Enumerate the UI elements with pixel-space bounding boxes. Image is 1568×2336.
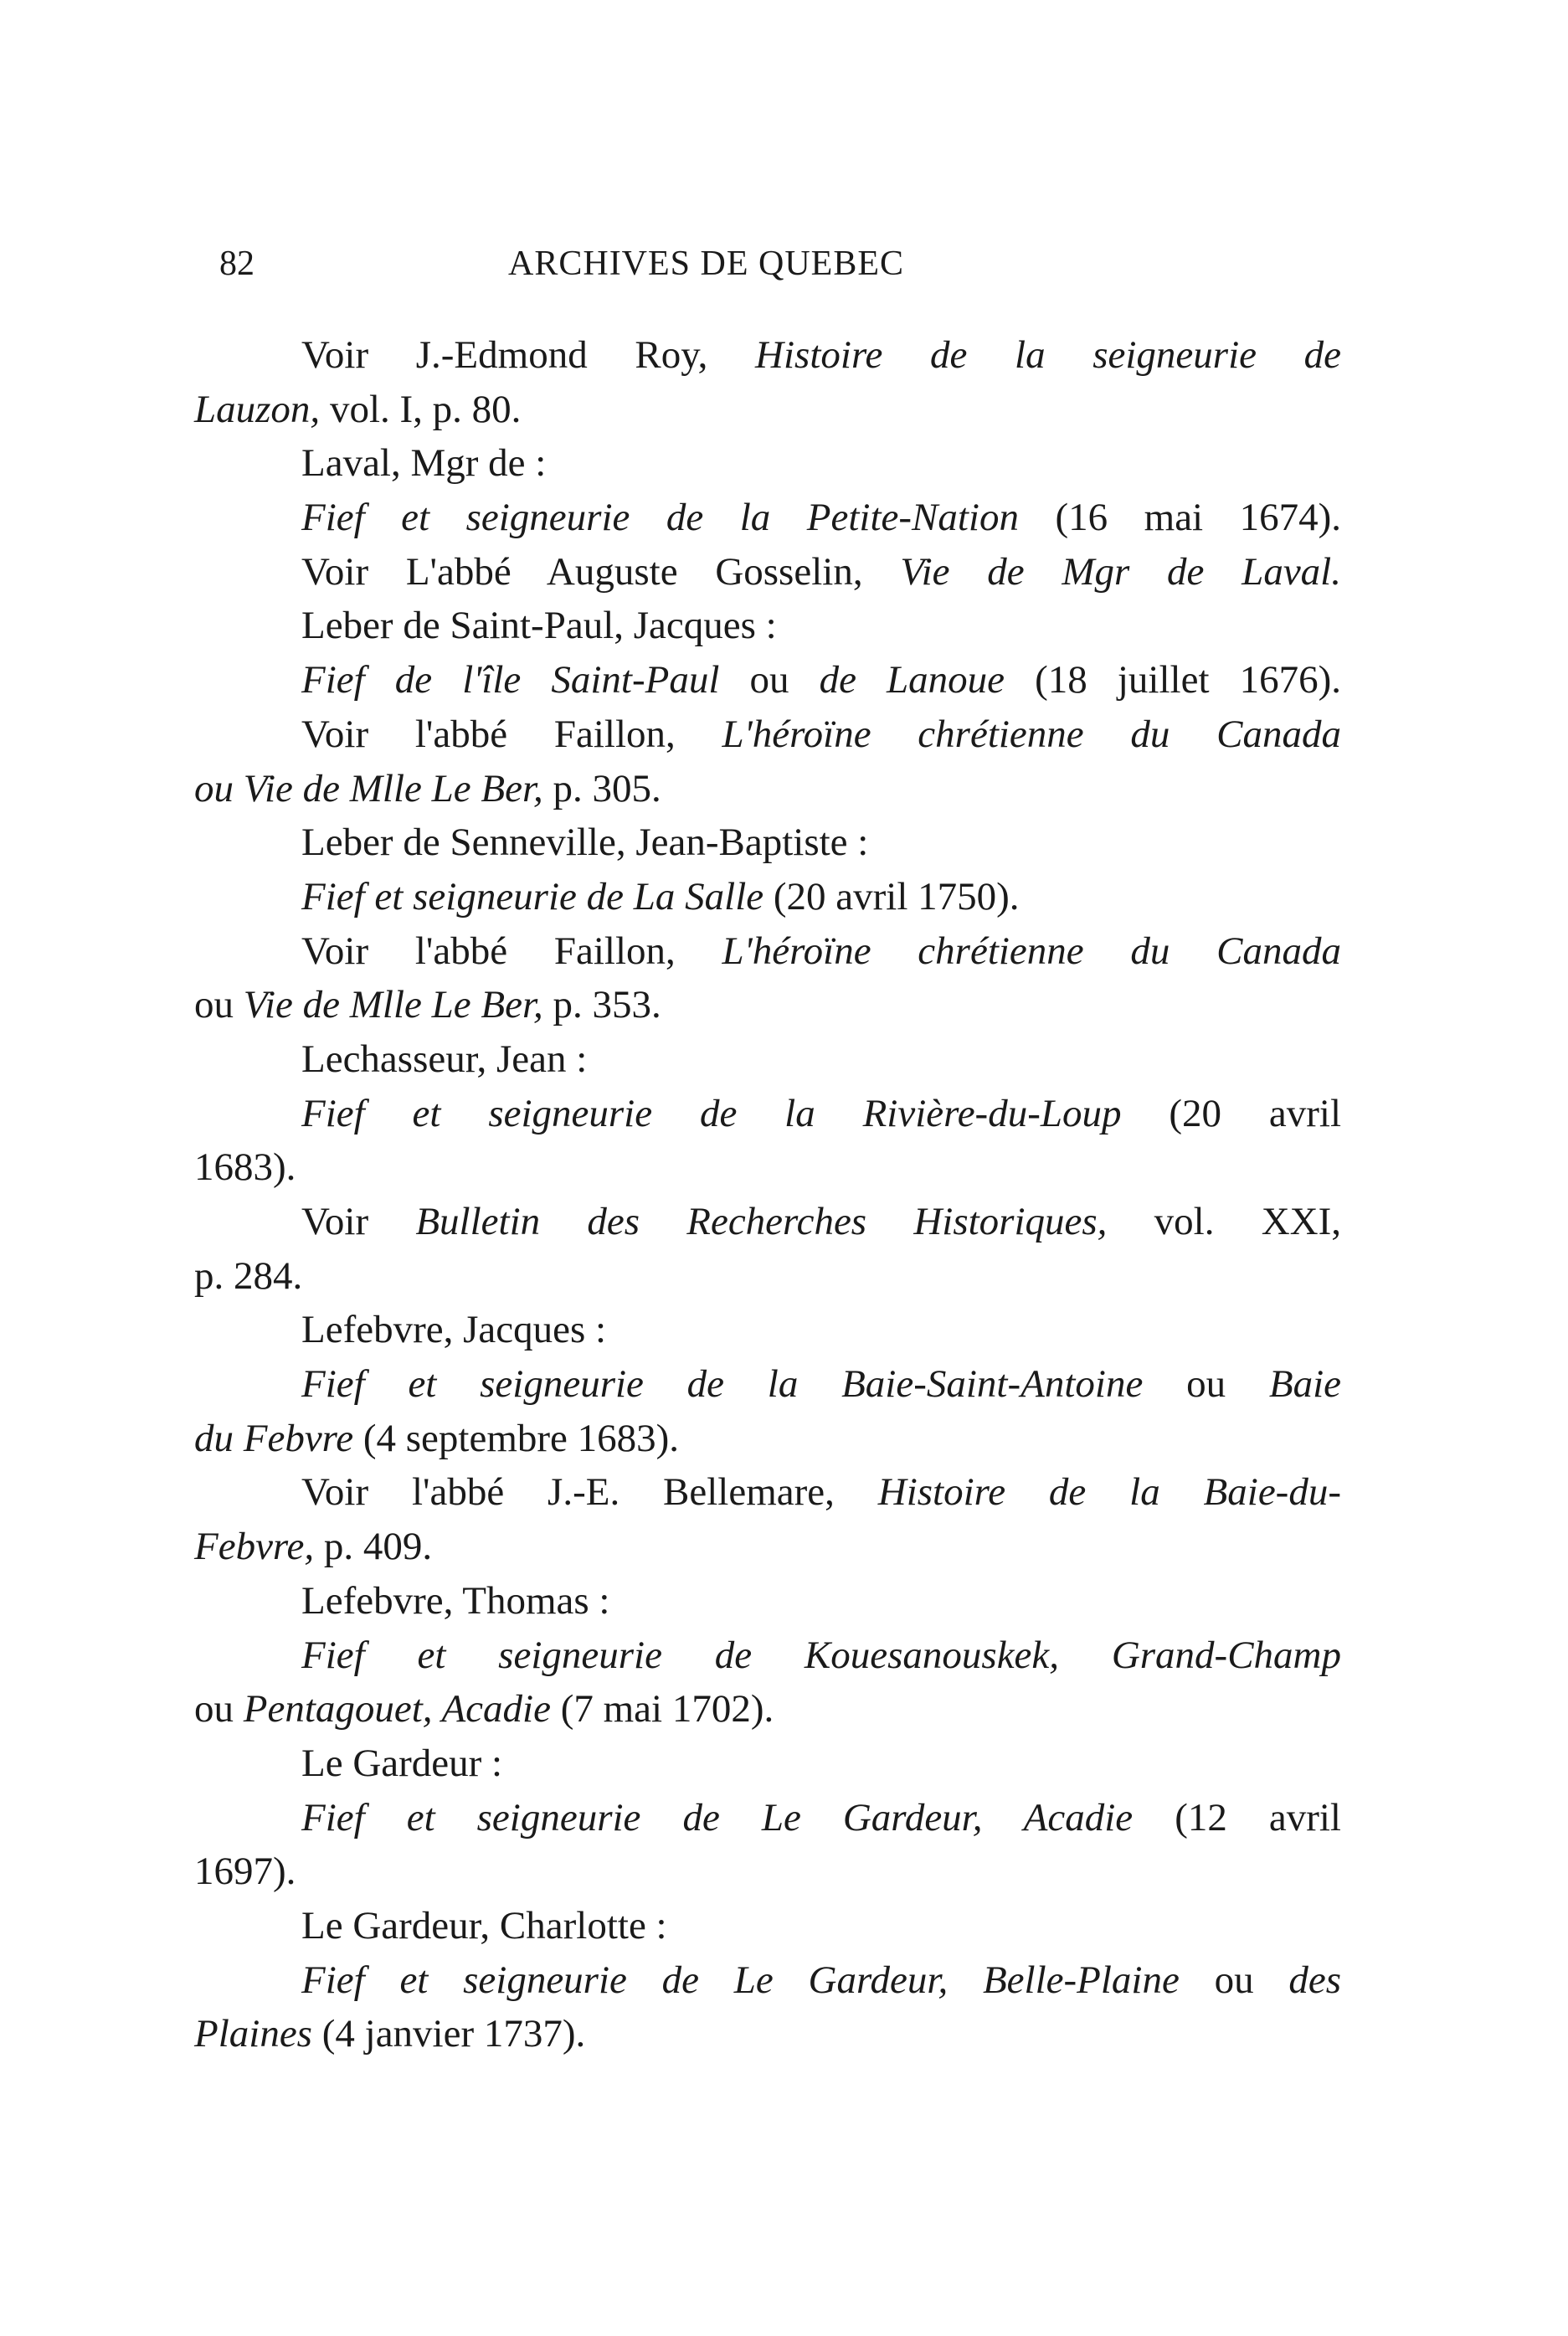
text-run: p. 353. xyxy=(542,983,661,1027)
italic-text: Vie de Mgr de Laval. xyxy=(900,549,1341,594)
text-run: Voir l'abbé J.-E. Bellemare, xyxy=(301,1470,878,1515)
italic-text: des xyxy=(1288,1958,1342,2002)
text-line xyxy=(194,978,1341,1032)
text-line xyxy=(194,1303,1341,1357)
text-run: Voir l'abbé Faillon, xyxy=(301,712,722,756)
italic-text: Histoire de la Baie-du- xyxy=(877,1470,1341,1515)
italic-text: ou Vie de Mlle Le Ber, xyxy=(194,766,543,810)
text-line xyxy=(194,1791,1341,1845)
text-line xyxy=(194,1087,1341,1141)
italic-text: Fief et seigneurie de Le Gardeur, Belle-Plaine xyxy=(301,1958,1180,2002)
italic-text: Plaines xyxy=(194,2012,312,2056)
italic-text: L'héroïne chrétienne du Canada xyxy=(722,929,1342,973)
text-line xyxy=(194,1249,1341,1304)
text-line xyxy=(194,653,1341,707)
text-run: p. 305. xyxy=(542,766,661,810)
text-line xyxy=(194,1412,1341,1466)
text-run: Voir xyxy=(301,1200,416,1243)
italic-text: Fief de l'île Saint-Paul xyxy=(301,658,720,702)
italic-text: Histoire de la seigneurie de xyxy=(755,333,1342,377)
text-run: Voir L'abbé Auguste Gosselin, xyxy=(301,549,901,594)
text-line xyxy=(194,1195,1341,1249)
italic-text: Bulletin des Recherches Historiques, xyxy=(415,1200,1108,1243)
italic-text: Fief et seigneurie de la Baie-Saint-Antoine xyxy=(301,1362,1144,1407)
text-run: Lefebvre, Jacques : xyxy=(301,1308,607,1352)
text-run: Le Gardeur : xyxy=(301,1741,503,1785)
text-run: (4 janvier 1737). xyxy=(311,2012,586,2056)
text-run: (20 avril 1750). xyxy=(763,874,1020,918)
text-line xyxy=(194,1520,1341,1574)
text-run: Lechasseur, Jean : xyxy=(301,1037,588,1081)
text-run: (4 septembre 1683). xyxy=(353,1416,680,1460)
text-line xyxy=(194,1953,1341,2008)
italic-text: Fief et seigneurie de Kouesanouskek, Grand-Champ xyxy=(301,1633,1341,1677)
text-line xyxy=(194,1629,1341,1683)
text-run: (7 mai 1702). xyxy=(550,1687,774,1731)
text-line xyxy=(194,1465,1341,1520)
text-line xyxy=(194,816,1341,870)
italic-text: Fief et seigneurie de la Petite-Nation xyxy=(301,496,1019,540)
text-run: p. 409. xyxy=(314,1525,433,1569)
text-line xyxy=(194,436,1341,491)
italic-text: Fief et seigneurie de La Salle xyxy=(301,874,764,918)
text-run: (12 avril xyxy=(1133,1795,1341,1839)
text-line xyxy=(194,1574,1341,1629)
italic-text: L'héroïne chrétienne du Canada xyxy=(722,712,1342,756)
text-line xyxy=(194,1140,1341,1195)
text-run: Leber de Saint-Paul, Jacques : xyxy=(301,604,777,648)
text-run: (16 mai 1674). xyxy=(1019,496,1342,540)
text-line xyxy=(194,707,1341,762)
text-line xyxy=(194,870,1341,924)
text-line xyxy=(194,924,1341,979)
text-run: Laval, Mgr de : xyxy=(301,441,547,486)
text-run: 1697). xyxy=(194,1850,296,1894)
text-run: Le Gardeur, Charlotte : xyxy=(301,1903,667,1948)
text-run: ou xyxy=(194,1687,244,1731)
text-line xyxy=(194,1899,1341,1953)
italic-text: de Lanoue xyxy=(819,658,1005,702)
text-run: Voir l'abbé Faillon, xyxy=(301,929,722,973)
italic-text: Pentagouet, Acadie xyxy=(243,1687,551,1731)
text-run: (18 juillet 1676). xyxy=(1005,658,1341,702)
text-line xyxy=(194,491,1341,545)
text-run: 1683). xyxy=(194,1145,296,1190)
document-body xyxy=(194,328,1341,2061)
page-header xyxy=(219,239,1073,297)
italic-text: Febvre, xyxy=(194,1525,315,1569)
text-run: ou xyxy=(1143,1362,1269,1407)
text-line xyxy=(194,1845,1341,1899)
text-run: Voir J.-Edmond Roy, xyxy=(301,333,756,377)
italic-text: Lauzon, xyxy=(194,387,321,431)
running-title: ARCHIVES DE QUEBEC xyxy=(508,244,905,283)
text-run: Lefebvre, Thomas : xyxy=(301,1578,610,1623)
text-line xyxy=(194,762,1341,816)
italic-text: Baie xyxy=(1268,1362,1342,1407)
text-run: vol. I, p. 80. xyxy=(320,387,522,431)
text-line xyxy=(194,1357,1341,1412)
text-run: Leber de Senneville, Jean-Baptiste : xyxy=(301,821,869,865)
italic-text: Vie de Mlle Le Ber, xyxy=(243,983,543,1027)
italic-text: Fief et seigneurie de Le Gardeur, Acadie xyxy=(301,1795,1134,1839)
text-line xyxy=(194,1682,1341,1737)
text-run: p. 284. xyxy=(194,1253,303,1298)
text-line xyxy=(194,1737,1341,1791)
text-run: vol. XXI, xyxy=(1107,1200,1341,1243)
page-number: 82 xyxy=(219,244,254,283)
italic-text: du Febvre xyxy=(194,1416,354,1460)
text-run: ou xyxy=(719,658,820,702)
text-line xyxy=(194,2007,1341,2061)
text-line xyxy=(194,383,1341,437)
text-line xyxy=(194,545,1341,599)
text-run: ou xyxy=(194,983,244,1027)
text-line xyxy=(194,328,1341,383)
text-run: ou xyxy=(1179,1958,1289,2002)
text-line xyxy=(194,599,1341,653)
text-line xyxy=(194,1032,1341,1087)
italic-text: Fief et seigneurie de la Rivière-du-Loup xyxy=(301,1091,1122,1135)
text-run: (20 avril xyxy=(1121,1091,1341,1135)
